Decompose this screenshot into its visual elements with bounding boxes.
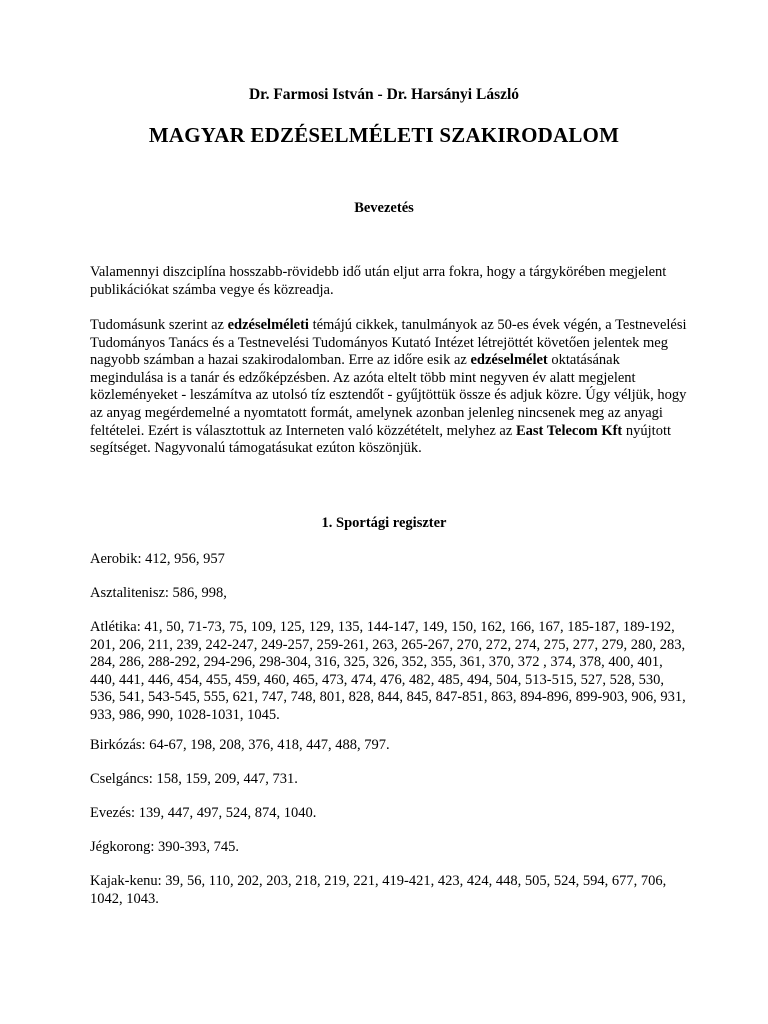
register-entry-atletika: Atlétika: 41, 50, 71-73, 75, 109, 125, 129, 135, 144-147, 149, 150, 162, 166, 167, 185-187, 189-192, 201, 206, 211, 239, 242-247, 249-257, 259-261, 263, 265-267, 270, 272, 274, 275, 277, 279, 280, 283, 284, 286, 288-292, 294-296, 298-304, 316, 325, 326, 352, 355, 361, 370, 372 , 374, 378, 400, 401, 440, 441, 446, 454, 455, 459, 460, 465, 473, 474, 476, 482, 485, 494, 504, 513-515, 527, 528, 530, 536, 541, 543-545, 555, 621, 747, 748, 801, 828, 844, 845, 847-851, 863, 894-896, 899-903, 906, 931, 933, 986, 990, 1028-1031, 1045. <box>90 619 686 723</box>
register-entry-evezes: Evezés: 139, 447, 497, 524, 874, 1040. <box>90 805 317 821</box>
p2-text-1: Tudomásunk szerint az <box>90 317 228 333</box>
intro-paragraph-1-text: Valamennyi diszciplína hosszabb-rövidebb idő után eljut arra fokra, hogy a tárgykörében megjelent publikációkat számba vegye és közreadja. <box>90 264 667 298</box>
p2-bold-east-telecom: East Telecom Kft <box>515 422 623 439</box>
register-entry-asztalitenisz: Asztalitenisz: 586, 998, <box>90 585 227 601</box>
register-entry-birkozas: Birkózás: 64-67, 198, 208, 376, 418, 447, 488, 797. <box>90 737 390 753</box>
authors-line: Dr. Farmosi István - Dr. Harsányi László <box>248 86 520 103</box>
register-entry-aerobik: Aerobik: 412, 956, 957 <box>90 551 225 567</box>
document-title: MAGYAR EDZÉSELMÉLETI SZAKIRODALOM <box>148 123 620 147</box>
p2-bold-edzeselmeleti: edzéselméleti <box>227 317 309 333</box>
register-entry-cselgancs: Cselgáncs: 158, 159, 209, 447, 731. <box>90 771 298 787</box>
intro-paragraph-1 <box>90 264 690 299</box>
p2-text-4: nyújtott segítséget. Nagyvonalú támogatásukat ezúton köszönjük. <box>90 422 672 457</box>
register-entry-jegkorong: Jégkorong: 390-393, 745. <box>90 839 240 855</box>
intro-paragraph-2 <box>90 317 690 458</box>
p2-bold-edzeselmelet: edzéselmélet <box>470 352 548 369</box>
register-heading: 1. Sportági regiszter <box>321 515 447 531</box>
p2-text-2: témájú cikkek, tanulmányok az 50-es évek végén, a Testnevelési Tudományos Tanács és a Testnevelési Tudományos Kutató Intézet létrejöttét követően jelentek meg nagyobb számban a hazai szakirodalomban. Erre az időre esik az <box>90 317 687 369</box>
register-entry-kajak-kenu: Kajak-kenu: 39, 56, 110, 202, 203, 218, 219, 221, 419-421, 423, 424, 448, 505, 524, 594, 677, 706, 1042, 1043. <box>90 873 667 907</box>
intro-paragraph-2-text <box>90 317 690 458</box>
p2-text-3: oktatásának megindulása is a tanár és edzőképzésben. Az azóta eltelt több mint negyven év alatt megjelent közleményeket - leszámítva az utolsó tíz esztendőt - gyűjtöttük össze és adjuk közre. Úgy véljük, hogy az anyag megérdemelné a nyomtatott formát, amelynek azonban jelenleg nincsenek meg az anyagi feltételei. Ezért is választottuk az Interneten való közzétételt, melyhez az <box>90 352 687 439</box>
intro-heading: Bevezetés <box>354 200 414 216</box>
